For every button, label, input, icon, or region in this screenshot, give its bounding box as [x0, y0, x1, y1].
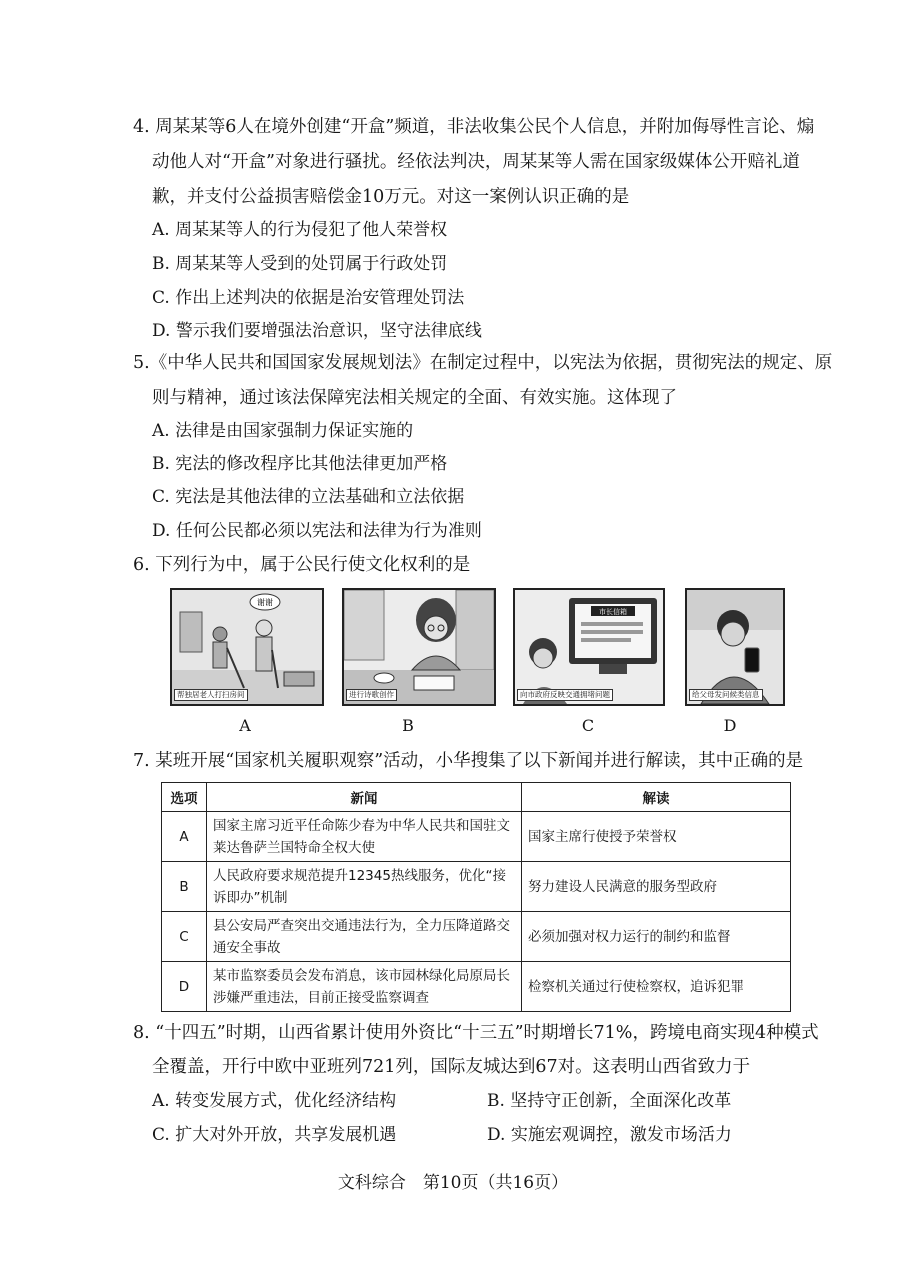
picture-a-caption: 帮独居老人打扫房间: [174, 689, 248, 701]
row-c-reading: 必须加强对权力运行的制约和监督: [522, 912, 791, 962]
q5-option-c: C. 宪法是其他法律的立法基础和立法依据: [152, 487, 465, 507]
q8-option-c: C. 扩大对外开放，共享发展机遇: [152, 1125, 397, 1145]
q4-option-a: A. 周某某等人的行为侵犯了他人荣誉权: [152, 220, 448, 240]
picture-a: [170, 588, 324, 706]
picture-b-label: B: [402, 716, 414, 735]
row-a-reading: 国家主席行使授予荣誉权: [522, 812, 791, 862]
row-c-option: C: [162, 912, 207, 962]
q8-stem-line-2: 全覆盖，开行中欧中亚班列721列，国际友城达到67对。这表明山西省致力于: [152, 1057, 751, 1077]
q5-option-d: D. 任何公民都必须以宪法和法律为行为准则: [152, 521, 482, 541]
q4-stem-line-3: 歉，并支付公益损害赔偿金10万元。对这一案例认识正确的是: [152, 187, 630, 207]
table-row: [162, 812, 791, 862]
row-a-option: A: [162, 812, 207, 862]
picture-b-illustration: [344, 590, 494, 704]
row-b-reading: 努力建设人民满意的服务型政府: [522, 862, 791, 912]
row-c-news: 县公安局严查突出交通违法行为，全力压降道路交通安全事故: [207, 912, 522, 962]
row-d-option: D: [162, 962, 207, 1012]
picture-b: [342, 588, 496, 706]
q4-option-b: B. 周某某等人受到的处罚属于行政处罚: [152, 254, 448, 274]
q6-stem: 6. 下列行为中，属于公民行使文化权利的是: [133, 555, 471, 575]
picture-c-caption: 向市政府反映交通拥堵问题: [517, 689, 613, 701]
q8-option-b: B. 坚持守正创新，全面深化改革: [487, 1091, 732, 1111]
row-d-news: 某市监察委员会发布消息，该市园林绿化局原局长涉嫌严重违法，目前正接受监察调查: [207, 962, 522, 1012]
picture-b-caption: 进行诗歌创作: [346, 689, 397, 701]
q8-option-d: D. 实施宏观调控，激发市场活力: [487, 1125, 732, 1145]
q8-stem-line-1: 8. “十四五”时期，山西省累计使用外资比“十三五”时期增长71%，跨境电商实现4种模式: [133, 1023, 819, 1043]
picture-d-illustration: [687, 590, 783, 704]
q8-option-a: A. 转变发展方式，优化经济结构: [152, 1091, 397, 1111]
page-footer: 文科综合 第10页（共16页）: [337, 1173, 569, 1193]
q5-stem-line-2: 则与精神，通过该法保障宪法相关规定的全面、有效实施。这体现了: [152, 388, 677, 408]
picture-a-label: A: [239, 716, 251, 735]
q7-stem: 7. 某班开展“国家机关履职观察”活动，小华搜集了以下新闻并进行解读，其中正确的是: [133, 751, 804, 771]
q5-option-a: A. 法律是由国家强制力保证实施的: [152, 421, 414, 441]
picture-d-label: D: [723, 716, 737, 735]
table-header-row: [162, 783, 791, 812]
header-reading: 解读: [522, 783, 791, 812]
picture-d-caption: 给父母发问候类信息: [689, 689, 763, 701]
row-b-option: B: [162, 862, 207, 912]
picture-a-illustration: [172, 590, 322, 704]
header-news: 新闻: [207, 783, 522, 812]
header-option: 选项: [162, 783, 207, 812]
q4-option-c: C. 作出上述判决的依据是治安管理处罚法: [152, 288, 465, 308]
picture-d: [685, 588, 785, 706]
table-row: [162, 962, 791, 1012]
q4-stem-line-2: 动他人对“开盒”对象进行骚扰。经依法判决，周某某等人需在国家级媒体公开赔礼道: [152, 152, 800, 172]
q4-option-d: D. 警示我们要增强法治意识，坚守法律底线: [152, 321, 482, 341]
screen-title-text: 市长信箱: [599, 608, 627, 616]
row-b-news: 人民政府要求规范提升12345热线服务，优化“接诉即办”机制: [207, 862, 522, 912]
picture-c: [513, 588, 665, 706]
q4-stem-line-1: 4. 周某某等6人在境外创建“开盒”频道，非法收集公民个人信息，并附加侮辱性言论、煽: [133, 117, 815, 137]
speech-bubble-text: 谢谢: [257, 598, 273, 607]
picture-c-label: C: [581, 716, 595, 735]
q5-stem-line-1: 5.《中华人民共和国国家发展规划法》在制定过程中，以宪法为依据，贯彻宪法的规定、原: [133, 353, 833, 373]
picture-c-illustration: [515, 590, 663, 704]
table-row: [162, 912, 791, 962]
news-table: [161, 782, 791, 1012]
row-d-reading: 检察机关通过行使检察权，追诉犯罪: [522, 962, 791, 1012]
q5-option-b: B. 宪法的修改程序比其他法律更加严格: [152, 454, 448, 474]
table-row: [162, 862, 791, 912]
row-a-news: 国家主席习近平任命陈少春为中华人民共和国驻文莱达鲁萨兰国特命全权大使: [207, 812, 522, 862]
